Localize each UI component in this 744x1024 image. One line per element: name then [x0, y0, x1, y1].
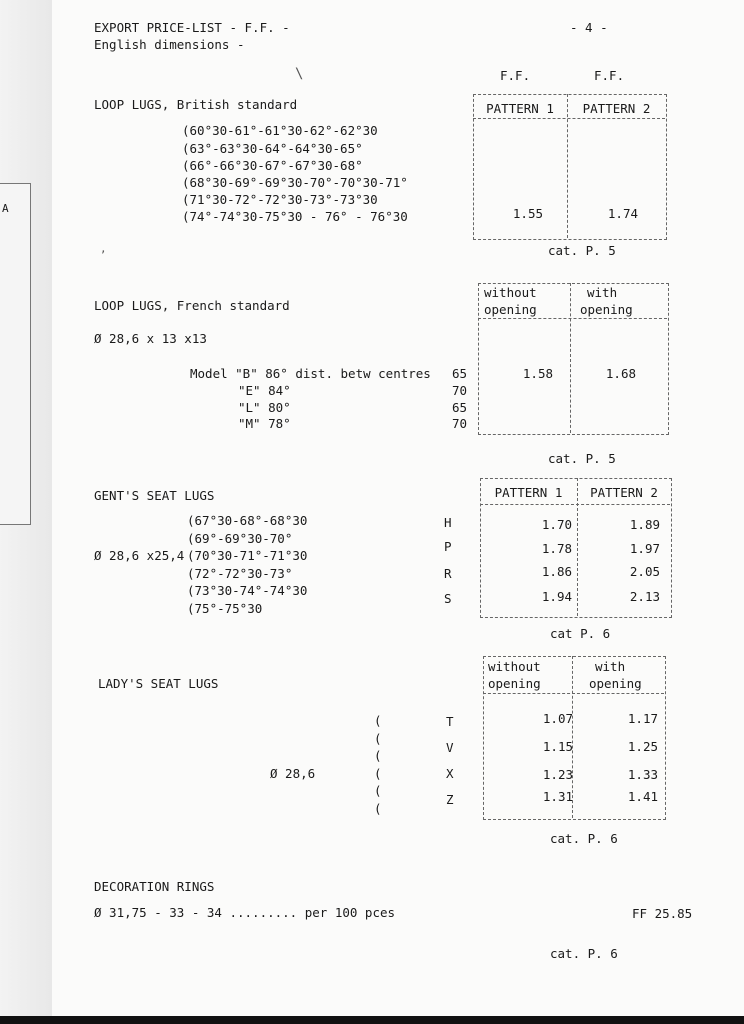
centres-value: 70 — [452, 416, 468, 431]
table-header-without: without — [488, 659, 541, 674]
stray-mark: \ — [295, 66, 304, 82]
centres-value: 65 — [452, 400, 468, 415]
model-line: Model "B" 86° dist. betw centres — [190, 366, 431, 381]
angle-line: (66°-66°30-67°-67°30-68° — [182, 158, 363, 173]
price-cell: 1.07 — [542, 711, 573, 726]
angle-line: (68°30-69°-69°30-70°-70°30-71° — [182, 175, 408, 190]
price-cell: 1.89 — [629, 517, 660, 532]
currency-col1: F.F. — [500, 68, 531, 83]
model-line: "M" 78° — [238, 416, 291, 431]
section-title-ladys-seat-lugs: LADY'S SEAT LUGS — [98, 676, 219, 691]
dimension-label: Ø 28,6 x 13 x13 — [94, 331, 207, 346]
section-title-loop-lugs-british: LOOP LUGS, British standard — [94, 97, 298, 112]
centres-value: 65 — [452, 366, 468, 381]
price-cell: 1.86 — [541, 564, 572, 579]
dimension-label: Ø 28,6 — [270, 766, 316, 781]
price-cell: 2.05 — [629, 564, 660, 579]
catalogue-reference: cat. P. 6 — [550, 946, 618, 961]
currency-col2: F.F. — [594, 68, 625, 83]
price-cell: 1.41 — [627, 789, 658, 804]
table-header-opening: opening — [484, 302, 537, 317]
lug-code: V — [446, 740, 454, 755]
lug-code: P — [444, 539, 452, 554]
price-cell: 1.58 — [522, 366, 553, 381]
lug-code: R — [444, 566, 452, 581]
lug-code: T — [446, 714, 454, 729]
lug-code: H — [444, 515, 452, 530]
table-header-opening: opening — [589, 676, 642, 691]
price-cell: 1.25 — [627, 739, 658, 754]
angle-line: (60°30-61°-61°30-62°-62°30 — [182, 123, 378, 138]
price-cell: 1.68 — [605, 366, 636, 381]
decoration-rings-spec: Ø 31,75 - 33 - 34 ......... per 100 pces — [94, 905, 396, 920]
section-title-loop-lugs-french: LOOP LUGS, French standard — [94, 298, 290, 313]
table-header-pattern-2: PATTERN 2 — [590, 485, 658, 500]
angle-line: (67°30-68°-68°30 — [187, 513, 308, 528]
angle-line: (73°30-74°-74°30 — [187, 583, 308, 598]
angle-line: (72°-72°30-73° — [187, 566, 293, 581]
angle-line: (74°-74°30-75°30 - 76° - 76°30 — [182, 209, 408, 224]
price-cell: 1.33 — [627, 767, 658, 782]
angle-line: (69°-69°30-70° — [187, 531, 293, 546]
document-page — [52, 0, 744, 1016]
price-cell: 1.70 — [541, 517, 572, 532]
page-number: - 4 - — [570, 20, 608, 35]
bracket-column: ( ( ( ( ( ( — [374, 713, 382, 816]
price-cell: 1.55 — [512, 206, 543, 221]
centres-value: 70 — [452, 383, 468, 398]
catalogue-reference: cat. P. 5 — [548, 243, 616, 258]
catalogue-reference: cat. P. 5 — [548, 451, 616, 466]
price-cell: 1.17 — [627, 711, 658, 726]
angle-line: (63°-63°30-64°-64°30-65° — [182, 141, 363, 156]
lug-code: X — [446, 766, 454, 781]
table-header-with: with — [595, 659, 626, 674]
catalogue-reference: cat. P. 6 — [550, 831, 618, 846]
under-sheet-edge — [0, 183, 31, 525]
angle-line: (70°30-71°-71°30 — [187, 548, 308, 563]
price-cell: 1.97 — [629, 541, 660, 556]
page-subtitle: English dimensions - — [94, 37, 245, 52]
previous-page-edge — [0, 0, 53, 1016]
table-header-without: without — [484, 285, 537, 300]
price-cell: 1.78 — [541, 541, 572, 556]
angle-line: (71°30-72°-72°30-73°-73°30 — [182, 192, 378, 207]
scan-bottom-edge — [0, 1016, 744, 1024]
table-header-opening: opening — [488, 676, 541, 691]
price-cell: 1.31 — [542, 789, 573, 804]
stray-mark: , — [100, 242, 107, 255]
angle-line: (75°-75°30 — [187, 601, 263, 616]
price-cell: 1.15 — [542, 739, 573, 754]
price-cell: 1.74 — [607, 206, 638, 221]
section-title-gents-seat-lugs: GENT'S SEAT LUGS — [94, 488, 215, 503]
table-header-opening: opening — [580, 302, 633, 317]
model-line: "L" 80° — [238, 400, 291, 415]
model-line: "E" 84° — [238, 383, 291, 398]
table-header-pattern-1: PATTERN 1 — [486, 101, 554, 116]
margin-tab-letter: A — [2, 202, 9, 215]
dimension-label: Ø 28,6 x25,4 — [94, 548, 185, 563]
table-header-pattern-2: PATTERN 2 — [582, 101, 651, 116]
table-header-pattern-1: PATTERN 1 — [494, 485, 563, 500]
price-cell: 1.94 — [541, 589, 572, 604]
section-title-decoration-rings: DECORATION RINGS — [94, 879, 215, 894]
catalogue-reference: cat P. 6 — [550, 626, 611, 641]
table-header-with: with — [587, 285, 618, 300]
lug-code: S — [444, 591, 452, 606]
decoration-rings-price: FF 25.85 — [632, 906, 693, 921]
page-title: EXPORT PRICE-LIST - F.F. - — [94, 20, 290, 35]
lug-code: Z — [446, 792, 454, 807]
price-cell: 1.23 — [542, 767, 573, 782]
price-cell: 2.13 — [629, 589, 660, 604]
